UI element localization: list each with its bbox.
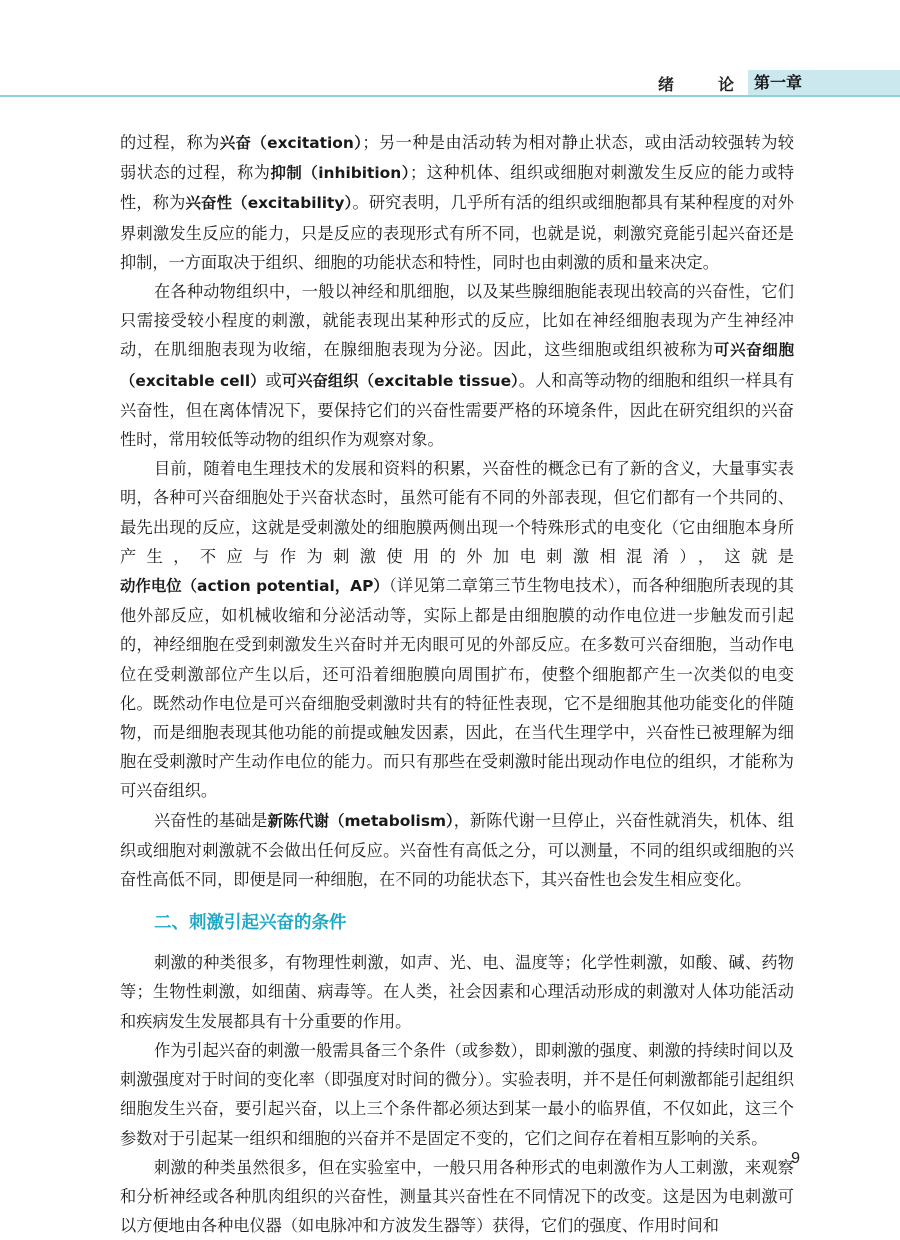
term-excitation: 兴奋（excitation）	[219, 134, 363, 152]
text: 或	[265, 370, 282, 390]
paragraph-2	[120, 277, 794, 454]
text: ；这种机体、组织或细胞对刺激发生反应的能力或特性，称为	[120, 163, 794, 213]
term-metabolism: 新陈代谢（metabolism）	[267, 811, 454, 830]
paragraph-4	[120, 806, 794, 895]
section-heading: 二、刺激引起兴奋的条件	[154, 913, 347, 934]
term-excitability: 兴奋性（excitability）	[185, 194, 353, 213]
paragraph-1	[120, 128, 794, 277]
chapter-label: 第一章	[748, 70, 900, 96]
paragraph-5: 刺激的种类很多，有物理性刺激，如声、光、电、温度等；化学性刺激，如酸、碱、药物等；生物性刺激，如细菌、病毒等。在人类，社会因素和心理活动形成的刺激对人体功能活动和疾病发生发展都具有十分重要的作用。	[120, 953, 794, 1031]
text: 的过程，称为	[120, 133, 220, 152]
term-excitable-tissue: 可兴奋组织（excitable tissue）	[281, 371, 519, 390]
text: ，新陈代谢一旦停止，兴奋性就消失，机体、组织或细胞对刺激就不会做出任何反应。兴奋性有高低之分，可以测量，不同的组织或细胞的兴奋性高低不同，即便是同一种细胞，在不同的功能状态下，其兴奋性也会发生相应变化。	[120, 810, 795, 890]
page-body	[120, 128, 794, 1240]
text: （详见第二章第三节生物电技术），而各种细胞所表现的其他外部反应，如机械收缩和分泌活动等，实际上都是由细胞膜的动作电位进一步触发而引起的，神经细胞在受到刺激发生兴奋时并无肉眼可见的外部反应。在多数可兴奋细胞，当动作电位在受刺激部位产生以后，还可沿着细胞膜向周围扩布，使整个细胞都产生一次类似的电变化。既然动作电位是可兴奋细胞受刺激时共有的特征性表现，它不是细胞其他功能变化的伴随物，而是细胞表现其他功能的前提或触发因素，因此，在当代生理学中，兴奋性已被理解为细胞在受刺激时产生动作电位的能力。而只有那些在受刺激时能出现动作电位的组织，才能称为可兴奋组织。	[120, 576, 794, 801]
chapter-title: 绪 论	[657, 75, 748, 94]
header-divider	[0, 95, 900, 97]
paragraph-3	[120, 454, 794, 805]
text: 目前，随着电生理技术的发展和资料的积累，兴奋性的概念已有了新的含义，大量事实表明，各种可兴奋细胞处于兴奋状态时，虽然可能有不同的外部表现，但它们都有一个共同的、最先出现的反应，这就是受刺激处的细胞膜两侧出现一个特殊形式的电变化（它由细胞本身所产生，不应与作为刺激使用的外加电刺激相混淆），这就是	[120, 459, 794, 566]
paragraph-6: 作为引起兴奋的刺激一般需具备三个条件（或参数），即刺激的强度、刺激的持续时间以及刺激强度对于时间的变化率（即强度对时间的微分）。实验表明，并不是任何刺激都能引起组织细胞发生兴奋，要引起兴奋，以上三个条件都必须达到某一最小的临界值，不仅如此，这三个参数对于引起某一组织和细胞的兴奋并不是固定不变的，它们之间存在着相互影响的关系。	[120, 1040, 794, 1148]
text: 兴奋性的基础是	[154, 810, 268, 830]
text: 。人和高等动物的细胞和组织一样具有兴奋性，但在离体情况下，要保持它们的兴奋性需要严格的环境条件，因此在研究组织的兴奋性时，常用较低等动物的组织作为观察对象。	[120, 370, 795, 450]
text: 。研究表明，几乎所有活的组织或细胞都具有某种程度的对外界刺激发生反应的能力，只是反应的表现形式有所不同，也就是说，刺激究竟能引起兴奋还是抑制，一方面取决于组织、细胞的功能状态和特性，同时也由刺激的质和量来决定。	[120, 193, 794, 272]
text: 在各种动物组织中，一般以神经和肌细胞，以及某些腺细胞能表现出较高的兴奋性，它们只需接受较小程度的刺激，就能表现出某种形式的反应，比如在神经细胞表现为产生神经冲动，在肌细胞表现为收缩，在腺细胞表现为分泌。因此，这些细胞或组织被称为	[120, 282, 794, 360]
text: ；另一种是由活动转为相对静止状态，或由活动较强转为较弱状态的过程，称为	[120, 133, 794, 183]
term-inhibition: 抑制（inhibition）	[270, 164, 410, 183]
term-excitable-cell: 可兴奋细胞（excitable cell）	[120, 341, 794, 390]
term-action-potential: 动作电位（action potential，AP）	[120, 577, 389, 596]
page-number: 9	[791, 1150, 800, 1167]
paragraph-7: 刺激的种类虽然很多，但在实验室中，一般只用各种形式的电刺激作为人工刺激，来观察和分析神经或各种肌肉组织的兴奋性，测量其兴奋性在不同情况下的改变。这是因为电刺激可以方便地由各种电仪器（如电脉冲和方波发生器等）获得，它们的强度、作用时间和	[120, 1157, 794, 1236]
